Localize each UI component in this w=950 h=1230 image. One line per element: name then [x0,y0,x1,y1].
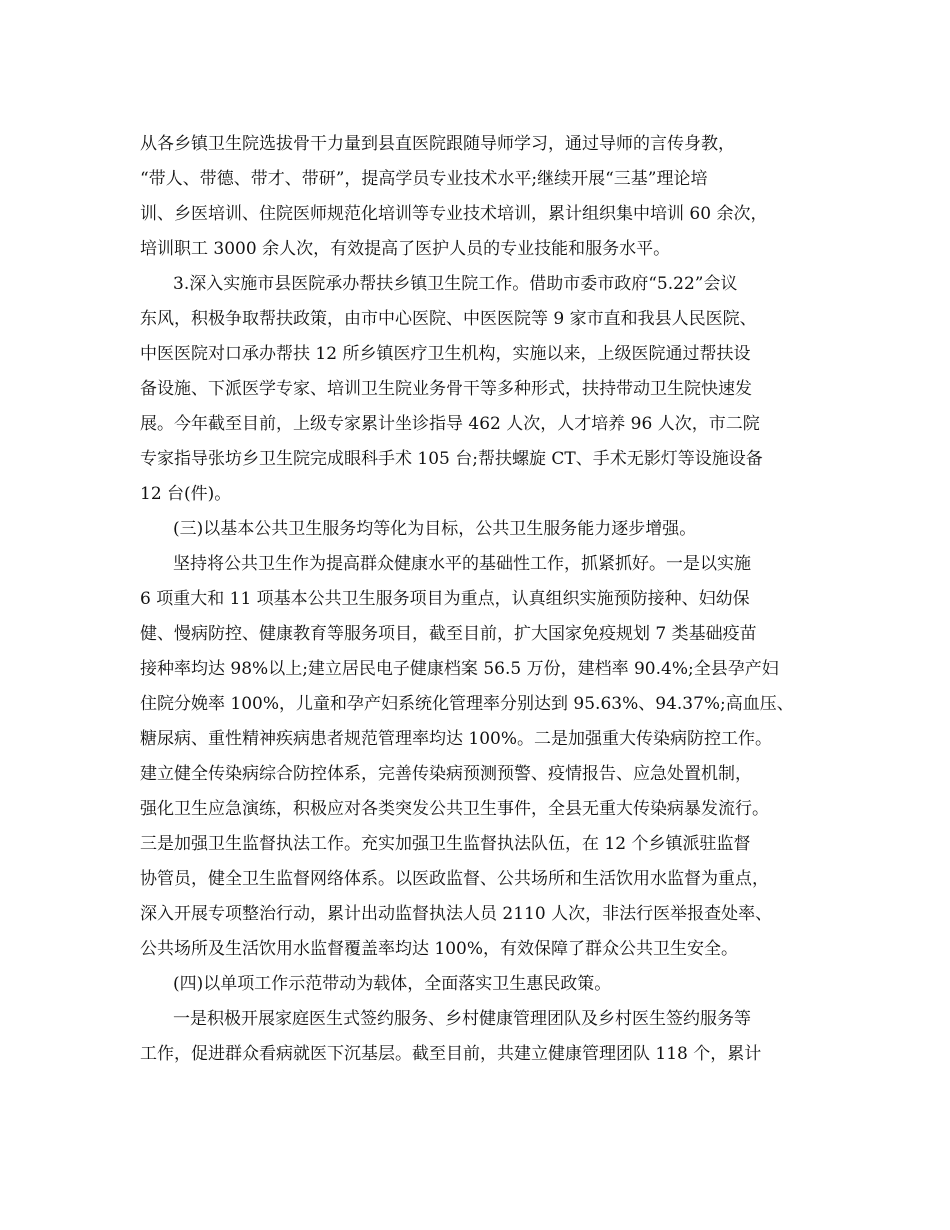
text-line: 一是积极开展家庭医生式签约服务、乡村健康管理团队及乡村医生签约服务等 [173,1009,751,1029]
text-line: 三是加强卫生监督执法工作。充实加强卫生监督执法队伍，在 12 个乡镇派驻监督 [140,834,751,854]
section-heading: (三)以基本公共卫生服务均等化为目标，公共卫生服务能力逐步增强。 [173,519,697,539]
text-line: 展。今年截至目前，上级专家累计坐诊指导 462 人次，人才培养 96 人次，市二院 [140,414,760,434]
text-line: 中医医院对口承办帮扶 12 所乡镇医疗卫生机构，实施以来，上级医院通过帮扶设 [140,344,751,364]
body-text [140,127,830,1072]
text-line: 从各乡镇卫生院选拔骨干力量到县直医院跟随导师学习，通过导师的言传身教， [140,134,735,154]
text-line: 公共场所及生活饮用水监督覆盖率均达 100%，有效保障了群众公共卫生安全。 [140,939,739,959]
text-line: 住院分娩率 100%，儿童和孕产妇系统化管理率分别达到 95.63%、94.37%;高血压、 [140,694,794,714]
text-line: 工作，促进群众看病就医下沉基层。截至目前，共建立健康管理团队 118 个，累计 [140,1044,762,1064]
text-line: 深入开展专项整治行动，累计出动监督执法人员 2110 人次，非法行医举报查处率、 [140,904,773,924]
text-line: 强化卫生应急演练，积极应对各类突发公共卫生事件，全县无重大传染病暴发流行。 [140,799,769,819]
text-line: 建立健全传染病综合防控体系，完善传染病预测预警、疫情报告、应急处置机制， [140,764,752,784]
text-line: 坚持将公共卫生作为提高群众健康水平的基础性工作，抓紧抓好。一是以实施 [173,554,751,574]
text-line: 备设施、下派医学专家、培训卫生院业务骨干等多种形式，扶持带动卫生院快速发 [140,379,752,399]
text-line: 专家指导张坊乡卫生院完成眼科手术 105 台;帮扶螺旋 CT、手术无影灯等设施设备 [140,449,763,469]
text-line: 12 台(件)。 [140,484,232,504]
text-line: 培训职工 3000 余人次，有效提高了医护人员的专业技能和服务水平。 [140,239,671,259]
text-line: 健、慢病防控、健康教育等服务项目，截至目前，扩大国家免疫规划 7 类基础疫苗 [140,624,757,644]
text-line: 3.深入实施市县医院承办帮扶乡镇卫生院工作。借助市委市政府“5.22”会议 [173,274,738,294]
text-line: 东风，积极争取帮扶政策，由市中心医院、中医医院等 9 家市直和我县人民医院、 [140,309,757,329]
text-line: 训、乡医培训、住院医师规范化培训等专业技术培训，累计组织集中培训 60 余次， [140,204,768,224]
section-heading: (四)以单项工作示范带动为载体，全面落实卫生惠民政策。 [173,974,612,994]
text-line: 接种率均达 98%以上;建立居民电子健康档案 56.5 万份，建档率 90.4%;全县孕产妇 [140,659,779,679]
text-line: 糖尿病、重性精神疾病患者规范管理率均达 100%。二是加强重大传染病防控工作。 [140,729,773,749]
text-line: 协管员，健全卫生监督网络体系。以医政监督、公共场所和生活饮用水监督为重点， [140,869,769,889]
text-line: 6 项重大和 11 项基本公共卫生服务项目为重点，认真组织实施预防接种、妇幼保 [140,589,750,609]
text-line: “带人、带德、带才、带研”，提高学员专业技术水平;继续开展“三基”理论培 [140,169,708,189]
